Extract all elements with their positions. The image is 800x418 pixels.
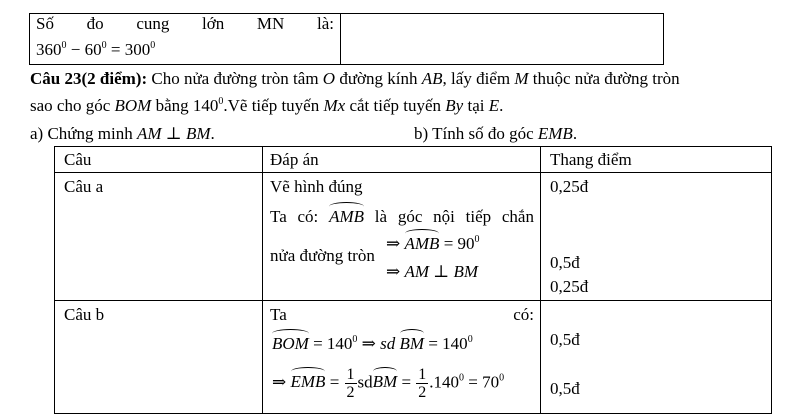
answer-table-header-line	[54, 172, 772, 173]
header-thang-diem: Thang điểm	[550, 150, 632, 169]
question-line-2: sao cho góc BOM bằng $140^0.Vẽ$ tiếp tuyến Mx cắt tiếp tuyến By tại E.	[30, 96, 504, 115]
header-dap-an: Đáp án	[270, 150, 319, 169]
top-table-calc: $360^0 - 60^0 = 300^0$	[36, 40, 156, 59]
row-a-score-1: 0,25đ	[550, 177, 589, 196]
row-b-score-2: 0,5đ	[550, 379, 580, 398]
row-b-line-3: ⇒ EMB = $\frac{1}{2}$ sdBM = $\frac{1}{2}$ $.140^0 = 70^0$	[272, 366, 505, 401]
fraction-half-2: $\frac{1}{2}$	[418, 366, 427, 401]
row-b-score-1: 0,5đ	[550, 330, 580, 349]
row-a-label: Câu a	[64, 177, 104, 196]
arc-amb: AMB	[329, 207, 364, 226]
answer-table-col-line-1	[262, 146, 263, 414]
part-b-statement: b) Tính số đo góc EMB.	[414, 124, 578, 143]
header-cau: Câu	[64, 150, 92, 169]
top-table-divider	[340, 13, 341, 65]
question-line-1: Câu 23(2 điểm): Cho nửa đường tròn tâm O đường kính AB, lấy điểm M thuộc nửa đường tròn	[30, 69, 680, 88]
part-a-statement: a) Chứng minh AM ⊥ BM.	[30, 124, 215, 143]
row-a-perp: ⇒ AM ⊥ BM	[386, 262, 479, 281]
row-a-line-1: Ta có: AMB là góc nội tiếp chắn	[270, 207, 534, 226]
row-b-label: Câu b	[64, 305, 105, 324]
row-a-eq-90: ⇒ AMB = $90^0$	[386, 234, 480, 253]
row-a-line-2: nửa đường tròn	[270, 246, 375, 265]
row-a-score-2: 0,5đ	[550, 253, 580, 272]
answer-table-col-line-2	[540, 146, 541, 414]
row-b-line-2: BOM = $140^0$ ⇒ sd BM = $140^0$	[272, 334, 473, 353]
row-b-line-1: Ta có:	[270, 305, 534, 324]
row-a-score-3: 0,25đ	[550, 277, 589, 296]
question-label: Câu 23(2 điểm):	[30, 69, 148, 88]
top-table-text: Số đo cung lớn MN là:	[36, 14, 334, 33]
answer-table-row-line	[54, 300, 772, 301]
row-a-draw: Vẽ hình đúng	[270, 177, 363, 196]
fraction-half: $\frac{1}{2}$	[346, 366, 355, 401]
